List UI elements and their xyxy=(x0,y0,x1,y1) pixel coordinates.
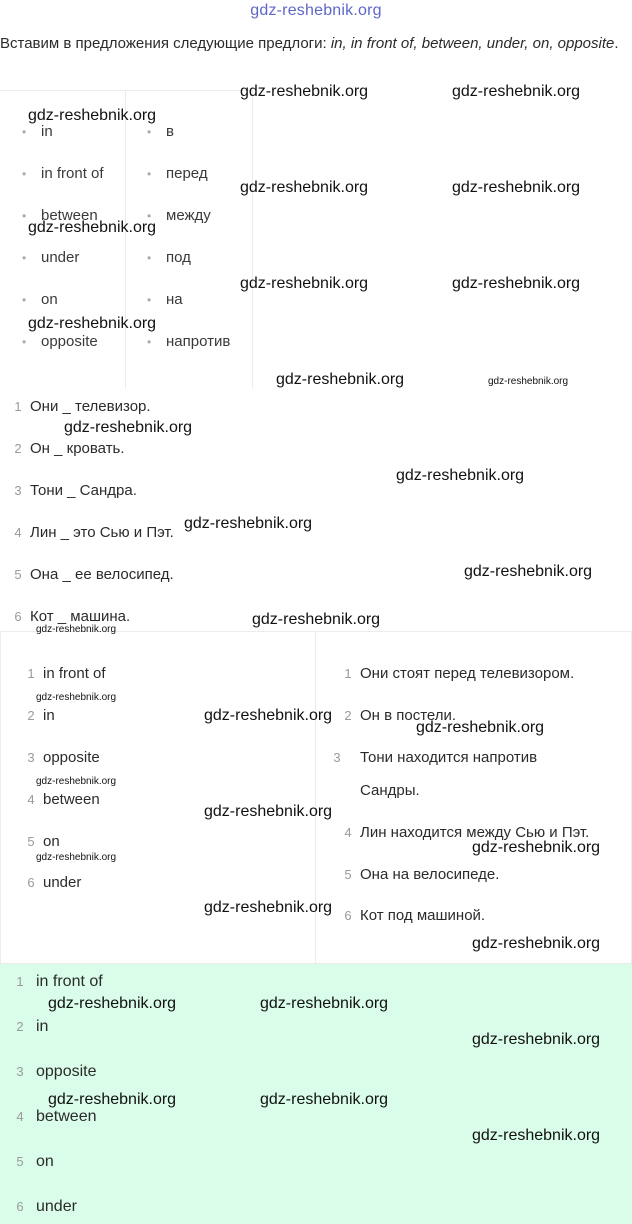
prepositions-table xyxy=(0,90,253,389)
watermark: gdz-reshebnik.org xyxy=(36,776,117,787)
bullet-icon: • xyxy=(147,251,152,265)
list-item: 4 between xyxy=(27,791,100,808)
list-item: 5 on xyxy=(16,1153,54,1170)
watermark: gdz-reshebnik.org xyxy=(48,1091,177,1108)
list-item: 3 Тони находится напротив Сандры. xyxy=(333,749,538,799)
preposition-ru: • в xyxy=(147,121,174,143)
list-item: 4 Лин _ это Сью и Пэт. xyxy=(14,524,174,541)
site-logo[interactable]: gdz-reshebnik.org xyxy=(250,2,382,19)
watermark: gdz-reshebnik.org xyxy=(204,899,333,916)
list-item: 2 Он в постели. xyxy=(344,707,457,724)
watermark: gdz-reshebnik.org xyxy=(28,107,157,124)
watermark: gdz-reshebnik.org xyxy=(472,839,601,856)
list-item: 2 Он _ кровать. xyxy=(14,440,125,457)
list-item: 6 under xyxy=(27,874,82,891)
bullet-icon: • xyxy=(147,293,152,307)
preposition-en: • in front of xyxy=(22,163,104,185)
watermark: gdz-reshebnik.org xyxy=(204,803,333,820)
preposition-en: • opposite xyxy=(22,331,98,353)
bullet-icon: • xyxy=(22,209,27,223)
preposition-en: • under xyxy=(22,247,79,269)
preposition-en: • on xyxy=(22,289,58,311)
watermark: gdz-reshebnik.org xyxy=(472,1127,601,1144)
watermark: gdz-reshebnik.org xyxy=(252,611,381,628)
watermark: gdz-reshebnik.org xyxy=(36,852,117,863)
list-item: 5 Она на велосипеде. xyxy=(344,866,500,883)
watermark: gdz-reshebnik.org xyxy=(204,707,333,724)
bullet-icon: • xyxy=(22,167,27,181)
watermark: gdz-reshebnik.org xyxy=(472,1031,601,1048)
instruction-suffix: . xyxy=(614,35,619,52)
list-item: 3 opposite xyxy=(16,1063,97,1080)
bullet-icon: • xyxy=(22,125,27,139)
watermark: gdz-reshebnik.org xyxy=(36,692,117,703)
bullet-icon: • xyxy=(147,125,152,139)
list-item: 1 in front of xyxy=(16,973,103,990)
preposition-ru: • напротив xyxy=(147,331,230,353)
bullet-icon: • xyxy=(22,335,27,349)
preposition-ru: • между xyxy=(147,205,211,227)
watermark: gdz-reshebnik.org xyxy=(240,83,369,100)
bullet-icon: • xyxy=(22,251,27,265)
list-item: 3 Тони _ Сандра. xyxy=(14,482,137,499)
watermark: gdz-reshebnik.org xyxy=(452,275,581,292)
answers-sentences-column xyxy=(315,631,632,964)
preposition-ru: • перед xyxy=(147,163,208,185)
preposition-ru: • на xyxy=(147,289,183,311)
watermark: gdz-reshebnik.org xyxy=(64,419,193,436)
list-item: 1 Они _ телевизор. xyxy=(14,398,151,415)
watermark: gdz-reshebnik.org xyxy=(416,719,545,736)
list-item: 6 Кот _ машина. xyxy=(14,608,131,625)
list-item: 1 Они стоят перед телевизором. xyxy=(344,665,575,682)
instruction-prepositions: in, in front of, between, under, on, opposite xyxy=(330,35,615,52)
watermark: gdz-reshebnik.org xyxy=(28,219,157,236)
list-item: 6 Кот под машиной. xyxy=(344,907,486,924)
list-item: 3 opposite xyxy=(27,749,100,766)
watermark: gdz-reshebnik.org xyxy=(48,995,177,1012)
list-item: 1 in front of xyxy=(27,665,106,682)
list-item: 5 Она _ ее велосипед. xyxy=(14,566,174,583)
list-item: 6 under xyxy=(16,1198,77,1215)
watermark: gdz-reshebnik.org xyxy=(452,179,581,196)
preposition-ru: • под xyxy=(147,247,191,269)
bullet-icon: • xyxy=(147,167,152,181)
watermark: gdz-reshebnik.org xyxy=(240,275,369,292)
list-item: 2 in xyxy=(27,707,55,724)
watermark: gdz-reshebnik.org xyxy=(260,995,389,1012)
watermark: gdz-reshebnik.org xyxy=(276,371,405,388)
watermark: gdz-reshebnik.org xyxy=(184,515,313,532)
list-item: 4 Лин находится между Сью и Пэт. xyxy=(344,824,590,841)
watermark: gdz-reshebnik.org xyxy=(452,83,581,100)
list-item: 2 in xyxy=(16,1018,49,1035)
list-item: 4 between xyxy=(16,1108,97,1125)
watermark: gdz-reshebnik.org xyxy=(464,563,593,580)
task-instruction xyxy=(0,28,628,60)
watermark: gdz-reshebnik.org xyxy=(36,624,117,635)
bullet-icon: • xyxy=(22,293,27,307)
prepositions-russian-column xyxy=(126,91,251,389)
watermark: gdz-reshebnik.org xyxy=(472,935,601,952)
preposition-en: • between xyxy=(22,205,98,227)
preposition-en: • in xyxy=(22,121,53,143)
watermark: gdz-reshebnik.org xyxy=(488,376,569,387)
list-item: 5 on xyxy=(27,833,60,850)
bullet-icon: • xyxy=(147,335,152,349)
prepositions-english-column xyxy=(0,91,126,389)
bullet-icon: • xyxy=(147,209,152,223)
watermark: gdz-reshebnik.org xyxy=(260,1091,389,1108)
watermark: gdz-reshebnik.org xyxy=(28,315,157,332)
watermark: gdz-reshebnik.org xyxy=(240,179,369,196)
instruction-prefix: Вставим в предложения следующие предлоги: xyxy=(0,35,331,52)
watermark: gdz-reshebnik.org xyxy=(396,467,525,484)
